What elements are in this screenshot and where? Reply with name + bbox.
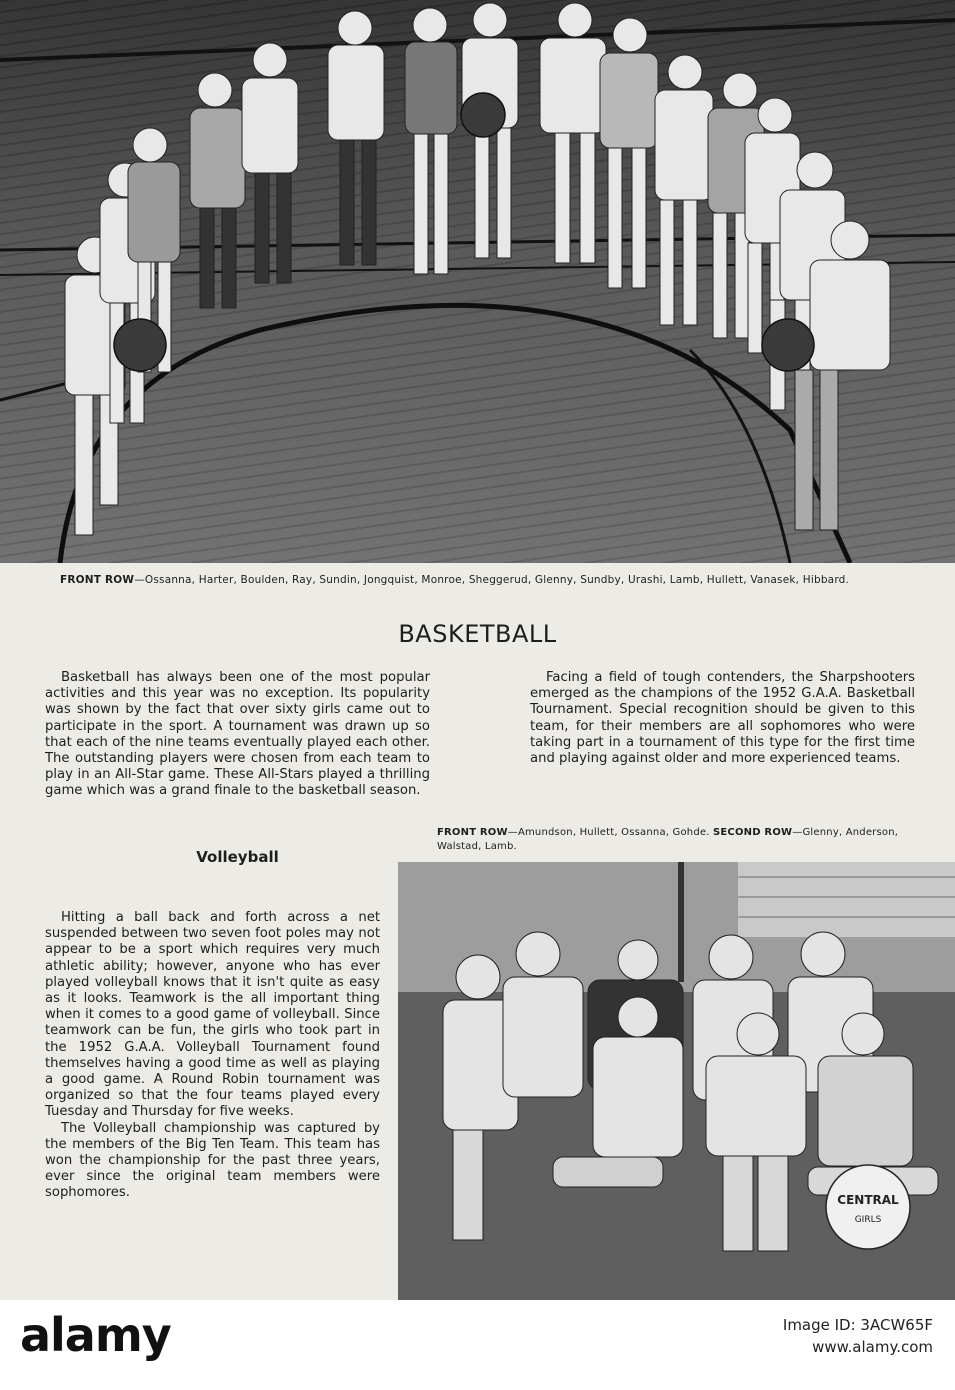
stock-logo[interactable]: alamy — [20, 1308, 171, 1362]
caption-names: —Amundson, Hullett, Ossanna, Gohde. — [507, 827, 713, 838]
basketball-team-photo — [0, 0, 955, 563]
basketball-ball — [461, 93, 505, 137]
caption-row-label: FRONT ROW — [60, 574, 135, 586]
volleyball-photo-illustration — [398, 862, 955, 1300]
gym-floor-illustration — [0, 0, 955, 563]
player-figure — [655, 55, 713, 325]
basketball-ball — [114, 319, 166, 371]
player-figure — [405, 8, 457, 274]
section-title: BASKETBALL — [398, 620, 557, 648]
ball-lettering: CENTRAL — [837, 1193, 899, 1207]
basketball-paragraph: Basketball has always been one of the most popular activities and this year was no exception. Its popularity was shown by the fact that over sixty girls came out to participate in the sport. A tournament was drawn up so that each of the nine teams eventually played each other. The outstanding players were chosen from each team to play in an All-Star game. These All-Stars played a thrilling game which was a grand finale to the basketball season. — [45, 670, 430, 799]
volleyball-column — [45, 910, 380, 1202]
basketball-right-column — [530, 670, 915, 767]
caption-names: —Ossanna, Harter, Boulden, Ray, Sundin, Jongquist, Monroe, Sheggerud, Glenny, Sundby, Urashi, Lamb, Hullett, Vanasek, Hibbard. — [134, 574, 850, 586]
volleyball-paragraph: Hitting a ball back and forth across a net suspended between two seven foot poles may not appear to be a sport which requires very much athletic ability; however, anyone who has ever played volleyball knows that it isn't quite as easy as it looks. Teamwork is the all important thing when it comes to a good game of volleyball. Since teamwork can be fun, the girls who took part in the 1952 G.A.A. Volleyball Tournament found themselves having a good time as well as playing a good game. A Round Robin tournament was organized so that the four teams played every Tuesday and Thursday for five weeks. — [45, 910, 380, 1120]
stock-url[interactable]: www.alamy.com — [812, 1338, 933, 1356]
player-figure — [328, 11, 384, 265]
caption-row-label: SECOND ROW — [713, 827, 793, 838]
player-figure — [540, 3, 606, 263]
bottom-photo-caption — [437, 826, 917, 854]
caption-names: —Glenny, Anderson, Walstad, Lamb. — [437, 827, 899, 852]
image-id: Image ID: 3ACW65F — [782, 1316, 933, 1334]
caption-row-label: FRONT ROW — [437, 827, 508, 838]
top-photo-caption — [60, 573, 900, 587]
player-figure — [600, 18, 658, 288]
basketball-paragraph: Facing a field of tough contenders, the Sharpshooters emerged as the champions of the 1952 G.A.A. Basketball Tournament. Special recognition should be given to this team, for their members are all sophomores who were taking part in a tournament of this type for the first time and playing against older and more experienced teams. — [530, 670, 915, 767]
volleyball-heading: Volleyball — [196, 848, 279, 866]
volleyball-team-photo — [398, 862, 955, 1300]
volleyball-paragraph: The Volleyball championship was captured by the members of the Big Ten Team. This team has won the championship for the past three years, ever since the original team members were sophomores. — [45, 1120, 380, 1201]
basketball-ball — [762, 319, 814, 371]
volleyball-ball — [826, 1165, 910, 1249]
ball-lettering: GIRLS — [854, 1215, 882, 1225]
basketball-left-column — [45, 670, 430, 800]
